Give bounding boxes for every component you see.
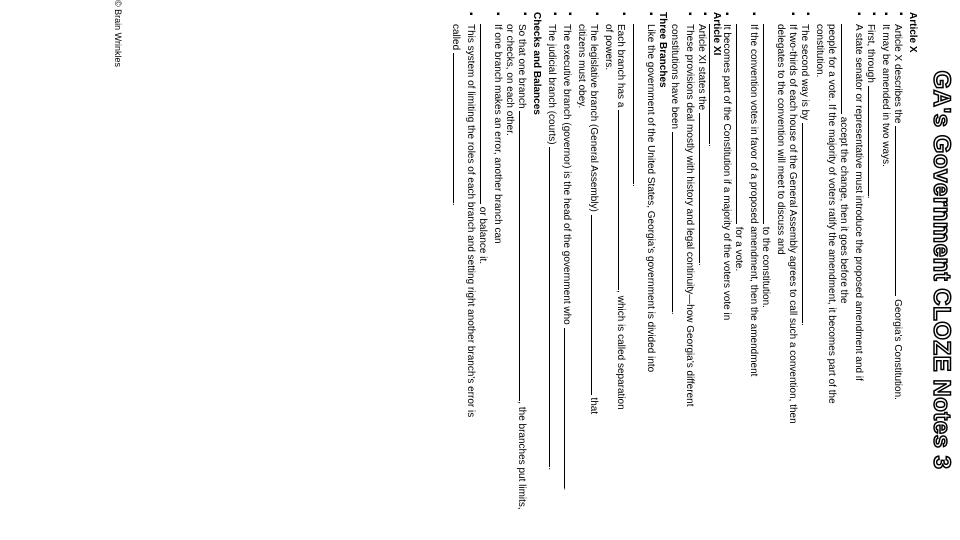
page-title: GA's Government CLOZE Notes 3 bbox=[928, 70, 955, 470]
answer-blank[interactable] bbox=[672, 132, 683, 312]
list-item: ▪ Article X describes the Georgia's Constitution. bbox=[891, 12, 906, 532]
article-x-section bbox=[705, 12, 918, 532]
list-item: ▪ A state senator or representative must introduce the proposed amendment and if accept the change, then it goes before the people for a vote. If the majority of voters ratify the amendment, it becomes part of the constitution. bbox=[813, 12, 864, 532]
three-branches-heading: Three Branches bbox=[657, 12, 668, 88]
article-xi-section bbox=[668, 12, 722, 532]
list-item: ▪ If one branch makes an error, another branch can or balance it. bbox=[476, 12, 503, 532]
list-item: ▪ The judicial branch (courts) . bbox=[545, 12, 560, 532]
answer-blank[interactable] bbox=[564, 328, 575, 488]
answer-blank[interactable] bbox=[802, 123, 813, 323]
checks-balances-section bbox=[449, 12, 542, 532]
answer-blank[interactable] bbox=[480, 24, 491, 204]
list-item: ▪ It becomes part of the Constitution if a majority of the voters vote in . bbox=[705, 12, 732, 532]
answer-blank[interactable] bbox=[736, 24, 747, 224]
copyright-text: © Brain Wrinkles bbox=[113, 0, 123, 67]
list-item: ▪ This system of limiting the roles of each branch and setting right another branch's error is called . bbox=[449, 12, 476, 532]
article-x-heading: Article X bbox=[907, 12, 918, 53]
list-item: ▪ Like the government of the United States, Georgia's government is divided into . bbox=[629, 12, 656, 532]
answer-blank[interactable] bbox=[868, 86, 879, 196]
list-item: ▪ If two-thirds of each house of the General Assembly agrees to call such a convention, then delegates to the convention will meet to discuss and to the constitution. bbox=[759, 12, 798, 532]
list-item: ▪ Article XI states the . bbox=[695, 12, 710, 532]
answer-blank[interactable] bbox=[453, 53, 464, 203]
answer-blank[interactable] bbox=[519, 111, 530, 401]
checks-balances-heading: Checks and Balances bbox=[531, 12, 542, 115]
list-item: ▪ Each branch has a , which is called separation of powers. bbox=[602, 12, 629, 532]
answer-blank[interactable] bbox=[549, 147, 560, 467]
answer-blank[interactable] bbox=[841, 24, 852, 114]
three-branches-section bbox=[545, 12, 668, 532]
answer-blank[interactable] bbox=[633, 24, 644, 184]
list-item: ▪ The legislative branch (General Assembly) that citizens must obey. bbox=[575, 12, 602, 532]
answer-blank[interactable] bbox=[591, 215, 602, 395]
answer-blank[interactable] bbox=[763, 24, 774, 224]
list-item: ▪ The second way is by . bbox=[798, 12, 813, 532]
answer-blank[interactable] bbox=[618, 110, 629, 290]
answer-blank[interactable] bbox=[895, 126, 906, 296]
list-item: ▪ First, through . bbox=[864, 12, 879, 532]
answer-blank[interactable] bbox=[699, 113, 710, 263]
list-item: ▪ The executive branch (governor) is the head of the government who . bbox=[560, 12, 575, 532]
list-item: ▪ If the convention votes in favor of a proposed amendment, then the amendment for a vote. bbox=[732, 12, 759, 532]
list-item: ▪ It may be amended in two ways. bbox=[879, 12, 891, 532]
list-item: ▪ These provisions deal mostly with history and legal continuity—how Georgia's different constitutions have been . bbox=[668, 12, 695, 532]
article-xi-heading: Article XI bbox=[711, 12, 722, 56]
list-item: ▪ So that one branch , the branches put limits, or checks, on each other. bbox=[503, 12, 530, 532]
